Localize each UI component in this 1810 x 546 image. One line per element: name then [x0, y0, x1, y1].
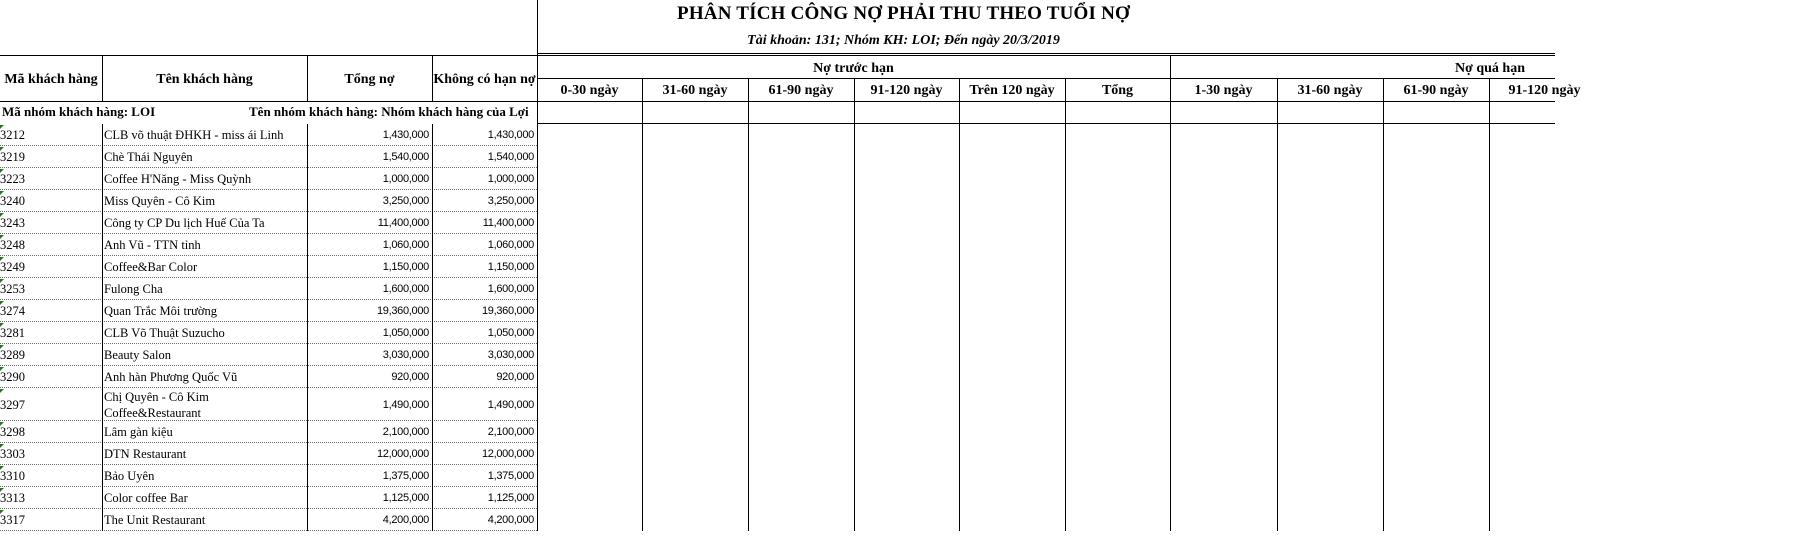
header-bucket-overdue-1[interactable]: 31-60 ngày	[1297, 82, 1363, 98]
grid-line	[0, 167, 537, 168]
cell-customer-code[interactable]: 3298	[0, 425, 25, 439]
grid-line	[0, 387, 537, 388]
cell-no-due-date[interactable]: 1,490,000	[487, 398, 534, 411]
customer-name-line: Color coffee Bar	[104, 491, 188, 505]
customer-name-line: Công ty CP Du lịch Huế Của Ta	[104, 216, 265, 230]
group-code-label[interactable]: Mã nhóm khách hàng: LOI	[2, 104, 156, 119]
grid-line	[1277, 79, 1278, 531]
cell-total-debt[interactable]: 920,000	[391, 371, 429, 383]
grid-line	[0, 530, 537, 531]
group-name-label[interactable]: Tên nhóm khách hàng: Nhóm khách hàng của Lợi	[249, 104, 529, 119]
cell-customer-code[interactable]: 3219	[0, 150, 25, 164]
header-group-not-due[interactable]: Nợ trước hạn	[813, 60, 894, 76]
grid-line	[0, 189, 537, 190]
customer-name-line: Coffee&Bar Color	[104, 260, 198, 274]
cell-total-debt[interactable]: 1,000,000	[382, 173, 429, 185]
cell-customer-code[interactable]: 3281	[0, 326, 25, 340]
cell-customer-code[interactable]: 3317	[0, 513, 25, 527]
header-customer-name[interactable]: Tên khách hàng	[156, 72, 253, 87]
cell-customer-name[interactable]	[104, 124, 305, 146]
grid-line	[307, 55, 308, 101]
header-bucket-not-due-2[interactable]: 61-90 ngày	[768, 82, 834, 98]
grid-line	[1170, 55, 1171, 531]
cell-total-debt[interactable]: 12,000,000	[376, 448, 429, 460]
grid-line	[102, 124, 103, 531]
cell-customer-code[interactable]: 3240	[0, 194, 25, 208]
cell-total-debt[interactable]: 1,375,000	[382, 470, 429, 482]
grid-line	[0, 343, 537, 344]
grid-line	[0, 255, 537, 256]
cell-total-debt[interactable]: 19,360,000	[376, 305, 429, 317]
cell-customer-code[interactable]: 3212	[0, 128, 25, 142]
cell-customer-name[interactable]	[104, 146, 305, 168]
grid-line	[432, 55, 433, 101]
customer-name-line: Quan Trắc Môi trường	[104, 304, 218, 318]
cell-total-debt[interactable]: 11,400,000	[377, 217, 429, 229]
header-group-overdue[interactable]: Nợ quá hạn	[1454, 60, 1525, 76]
customer-name-line: CLB Võ Thuật Suzucho	[104, 326, 225, 340]
customer-name-line: The Unit Restaurant	[104, 513, 206, 527]
grid-line	[432, 124, 433, 531]
cell-no-due-date[interactable]: 12,000,000	[481, 448, 534, 460]
cell-customer-name[interactable]	[104, 322, 305, 344]
customer-name-line: CLB võ thuật ĐHKH - miss ái Linh	[104, 128, 284, 142]
header-bucket-not-due-5[interactable]: Tổng	[1101, 82, 1134, 98]
cell-total-debt[interactable]: 4,200,000	[382, 514, 429, 526]
grid-line	[0, 486, 537, 487]
cell-customer-code[interactable]: 3274	[0, 304, 25, 318]
header-bucket-not-due-3[interactable]: 91-120 ngày	[870, 82, 943, 98]
grid-line	[0, 233, 537, 234]
grid-line	[0, 211, 537, 212]
cell-total-debt[interactable]: 1,060,000	[382, 239, 429, 251]
cell-no-due-date[interactable]: 1,050,000	[487, 327, 534, 339]
cell-customer-name[interactable]	[104, 190, 305, 212]
customer-name-line: Fulong Cha	[104, 282, 163, 296]
customer-name-line: Lâm gàn kiệu	[104, 425, 173, 439]
cell-total-debt[interactable]: 1,490,000	[382, 398, 429, 411]
cell-customer-name[interactable]	[104, 465, 305, 487]
cell-no-due-date[interactable]: 920,000	[496, 371, 534, 383]
grid-line	[0, 365, 537, 366]
cell-customer-name[interactable]	[104, 344, 305, 366]
cell-customer-code[interactable]: 3303	[0, 447, 25, 461]
grid-line	[959, 79, 960, 531]
grid-line	[1065, 79, 1066, 531]
cell-total-debt[interactable]: 3,030,000	[382, 349, 429, 361]
cell-customer-name[interactable]	[104, 278, 305, 300]
grid-line	[0, 299, 537, 300]
cell-no-due-date[interactable]: 2,100,000	[487, 426, 534, 438]
grid-line	[0, 442, 537, 443]
header-bucket-overdue-3[interactable]: 91-120 ngày	[1508, 82, 1581, 98]
customer-name-line: Miss Quyên - Cô Kim	[104, 194, 216, 208]
customer-name-line: Chị Quyên - Cô Kim	[104, 389, 209, 404]
customer-name-line: Anh Vũ - TTN tỉnh	[104, 238, 201, 252]
customer-name-line: Bảo Uyên	[104, 469, 155, 483]
cell-total-debt[interactable]: 2,100,000	[382, 426, 429, 438]
cell-customer-name[interactable]	[104, 256, 305, 278]
grid-line	[1383, 79, 1384, 531]
grid-line	[0, 321, 537, 322]
cell-customer-name[interactable]	[104, 366, 305, 388]
cell-total-debt[interactable]: 1,125,000	[382, 492, 429, 504]
cell-total-debt[interactable]: 1,600,000	[382, 283, 429, 295]
header-customer-code[interactable]: Mã khách hàng	[4, 72, 98, 87]
grid-line	[1489, 79, 1490, 531]
header-bucket-overdue-2[interactable]: 61-90 ngày	[1403, 82, 1469, 98]
cell-customer-code[interactable]: 3289	[0, 348, 25, 362]
cell-total-debt[interactable]: 1,150,000	[382, 261, 429, 273]
grid-line	[0, 145, 537, 146]
cell-no-due-date[interactable]: 1,000,000	[487, 173, 534, 185]
grid-line	[748, 79, 749, 531]
grid-line	[642, 79, 643, 531]
cell-customer-code[interactable]: 3223	[0, 172, 25, 186]
cell-customer-name[interactable]	[104, 421, 305, 443]
cell-no-due-date[interactable]: 1,430,000	[487, 129, 534, 141]
customer-name-line: Chè Thái Nguyên	[104, 150, 193, 164]
customer-name-line: DTN Restaurant	[104, 447, 187, 461]
grid-line	[537, 53, 1555, 54]
cell-customer-name[interactable]	[104, 443, 305, 465]
header-no-due-date[interactable]: Không có hạn nợ	[433, 72, 536, 87]
cell-customer-name[interactable]	[104, 300, 305, 322]
header-bucket-not-due-4[interactable]: Trên 120 ngày	[969, 82, 1055, 98]
grid-line	[0, 101, 1555, 102]
cell-customer-code[interactable]: 3248	[0, 238, 25, 252]
grid-line	[537, 123, 1555, 124]
cell-customer-code[interactable]: 3243	[0, 216, 25, 230]
cell-no-due-date[interactable]: 3,030,000	[487, 349, 534, 361]
cell-no-due-date[interactable]: 4,200,000	[487, 514, 534, 526]
grid-line	[0, 277, 537, 278]
customer-name-line: Beauty Salon	[104, 348, 172, 362]
grid-line	[0, 508, 537, 509]
grid-line	[854, 79, 855, 531]
cell-customer-code[interactable]: 3249	[0, 260, 25, 274]
cell-total-debt[interactable]: 1,050,000	[382, 327, 429, 339]
cell-customer-name[interactable]	[104, 168, 305, 190]
cell-total-debt[interactable]: 3,250,000	[382, 195, 429, 207]
header-total-debt[interactable]: Tổng nợ	[344, 72, 395, 87]
cell-customer-name[interactable]	[104, 212, 305, 234]
header-bucket-overdue-0[interactable]: 1-30 ngày	[1194, 82, 1253, 98]
cell-no-due-date[interactable]: 1,600,000	[487, 283, 534, 295]
cell-customer-name[interactable]	[104, 388, 305, 421]
grid-line	[0, 55, 1555, 56]
grid-line	[0, 464, 537, 465]
cell-customer-code[interactable]: 3253	[0, 282, 25, 296]
customer-name-line: Coffee H'Năng - Miss Quỳnh	[104, 172, 252, 186]
cell-no-due-date[interactable]: 1,540,000	[487, 151, 534, 163]
report-title: PHÂN TÍCH CÔNG NỢ PHẢI THU THEO TUỔI NỢ	[677, 3, 1130, 24]
report-subtitle: Tài khoản: 131; Nhóm KH: LOI; Đến ngày 20/3/2019	[747, 33, 1060, 48]
cell-no-due-date[interactable]: 3,250,000	[487, 195, 534, 207]
cell-customer-name[interactable]	[104, 487, 305, 509]
cell-no-due-date[interactable]: 1,060,000	[487, 239, 534, 251]
grid-line	[537, 78, 1555, 79]
cell-no-due-date[interactable]: 11,400,000	[482, 217, 534, 229]
cell-no-due-date[interactable]: 1,375,000	[487, 470, 534, 482]
grid-line	[537, 0, 538, 531]
cell-customer-name[interactable]	[104, 234, 305, 256]
cell-customer-code[interactable]: 3313	[0, 491, 25, 505]
header-bucket-not-due-0[interactable]: 0-30 ngày	[560, 82, 619, 98]
cell-no-due-date[interactable]: 19,360,000	[481, 305, 534, 317]
cell-no-due-date[interactable]: 1,125,000	[487, 492, 534, 504]
header-bucket-not-due-1[interactable]: 31-60 ngày	[662, 82, 728, 98]
cell-customer-name[interactable]	[104, 509, 305, 531]
cell-customer-code[interactable]: 3310	[0, 469, 25, 483]
customer-name-line: Coffee&Restaurant	[104, 405, 201, 420]
cell-total-debt[interactable]: 1,540,000	[382, 151, 429, 163]
grid-line	[307, 124, 308, 531]
grid-line	[102, 55, 103, 101]
grid-line	[0, 420, 537, 421]
cell-customer-code[interactable]: 3297	[0, 397, 25, 412]
customer-name-line: Anh hàn Phương Quốc Vũ	[104, 370, 238, 384]
cell-no-due-date[interactable]: 1,150,000	[487, 261, 534, 273]
cell-customer-code[interactable]: 3290	[0, 370, 25, 384]
cell-total-debt[interactable]: 1,430,000	[382, 129, 429, 141]
